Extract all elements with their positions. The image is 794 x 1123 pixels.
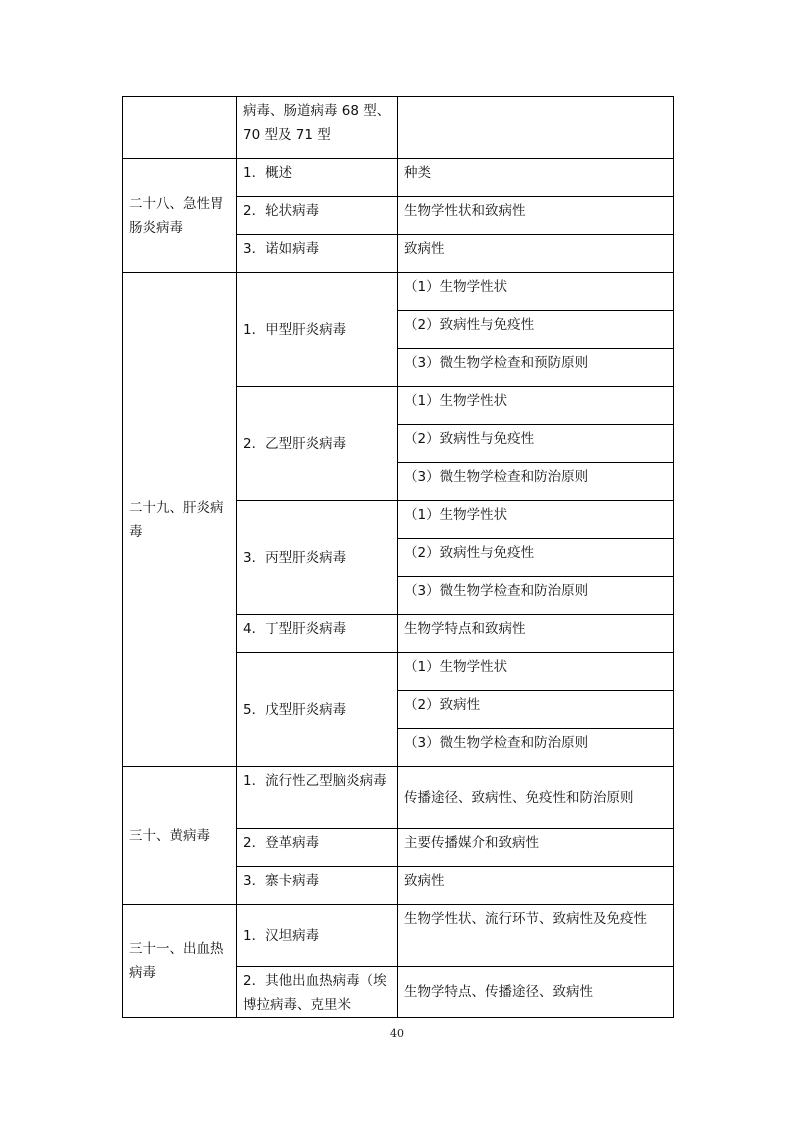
item-cell: 4．丁型肝炎病毒 [237, 615, 398, 653]
item-cell: 2．乙型肝炎病毒 [237, 387, 398, 501]
content-cell: （1）生物学性状 [398, 387, 674, 425]
item-cell: 1．流行性乙型脑炎病毒 [237, 767, 398, 829]
content-cell: （2）致病性与免疫性 [398, 311, 674, 349]
topic-cell [123, 97, 237, 159]
item-cell: 3．诺如病毒 [237, 235, 398, 273]
content-cell: 致病性 [398, 867, 674, 905]
content-cell: （3）微生物学检查和防治原则 [398, 463, 674, 501]
table-row [123, 905, 674, 967]
content-cell: 致病性 [398, 235, 674, 273]
item-cell: 2．轮状病毒 [237, 197, 398, 235]
table-row [123, 159, 674, 197]
item-cell: 2．登革病毒 [237, 829, 398, 867]
item-cell: 1．汉坦病毒 [237, 905, 398, 967]
table-row [123, 273, 674, 311]
content-cell: （3）微生物学检查和预防原则 [398, 349, 674, 387]
item-cell: 2．其他出血热病毒（埃博拉病毒、克里米 [237, 967, 398, 1018]
topic-cell: 三十、黄病毒 [123, 767, 237, 905]
syllabus-table [122, 96, 674, 1018]
topic-cell: 二十九、肝炎病毒 [123, 273, 237, 767]
page-number: 40 [390, 1027, 404, 1040]
table-row [123, 97, 674, 159]
content-cell: 生物学特点和致病性 [398, 615, 674, 653]
content-cell: 传播途径、致病性、免疫性和防治原则 [398, 767, 674, 829]
topic-cell: 三十一、出血热病毒 [123, 905, 237, 1018]
item-cell: 3．丙型肝炎病毒 [237, 501, 398, 615]
table-row [123, 767, 674, 829]
content-cell: （3）微生物学检查和防治原则 [398, 577, 674, 615]
content-cell: （2）致病性与免疫性 [398, 539, 674, 577]
content-cell [398, 97, 674, 159]
item-cell: 5．戊型肝炎病毒 [237, 653, 398, 767]
item-cell: 1．概述 [237, 159, 398, 197]
content-cell: 生物学特点、传播途径、致病性 [398, 967, 674, 1018]
content-cell: 主要传播媒介和致病性 [398, 829, 674, 867]
item-cell: 3．寨卡病毒 [237, 867, 398, 905]
content-cell: （1）生物学性状 [398, 653, 674, 691]
content-cell: 生物学性状和致病性 [398, 197, 674, 235]
topic-cell: 二十八、急性胃肠炎病毒 [123, 159, 237, 273]
item-cell: 病毒、肠道病毒 68 型、70 型及 71 型 [237, 97, 398, 159]
content-cell: （2）致病性与免疫性 [398, 425, 674, 463]
content-cell: 生物学性状、流行环节、致病性及免疫性 [398, 905, 674, 967]
content-cell: （2）致病性 [398, 691, 674, 729]
content-cell: （1）生物学性状 [398, 273, 674, 311]
content-cell: 种类 [398, 159, 674, 197]
item-cell: 1．甲型肝炎病毒 [237, 273, 398, 387]
content-cell: （3）微生物学检查和防治原则 [398, 729, 674, 767]
content-cell: （1）生物学性状 [398, 501, 674, 539]
